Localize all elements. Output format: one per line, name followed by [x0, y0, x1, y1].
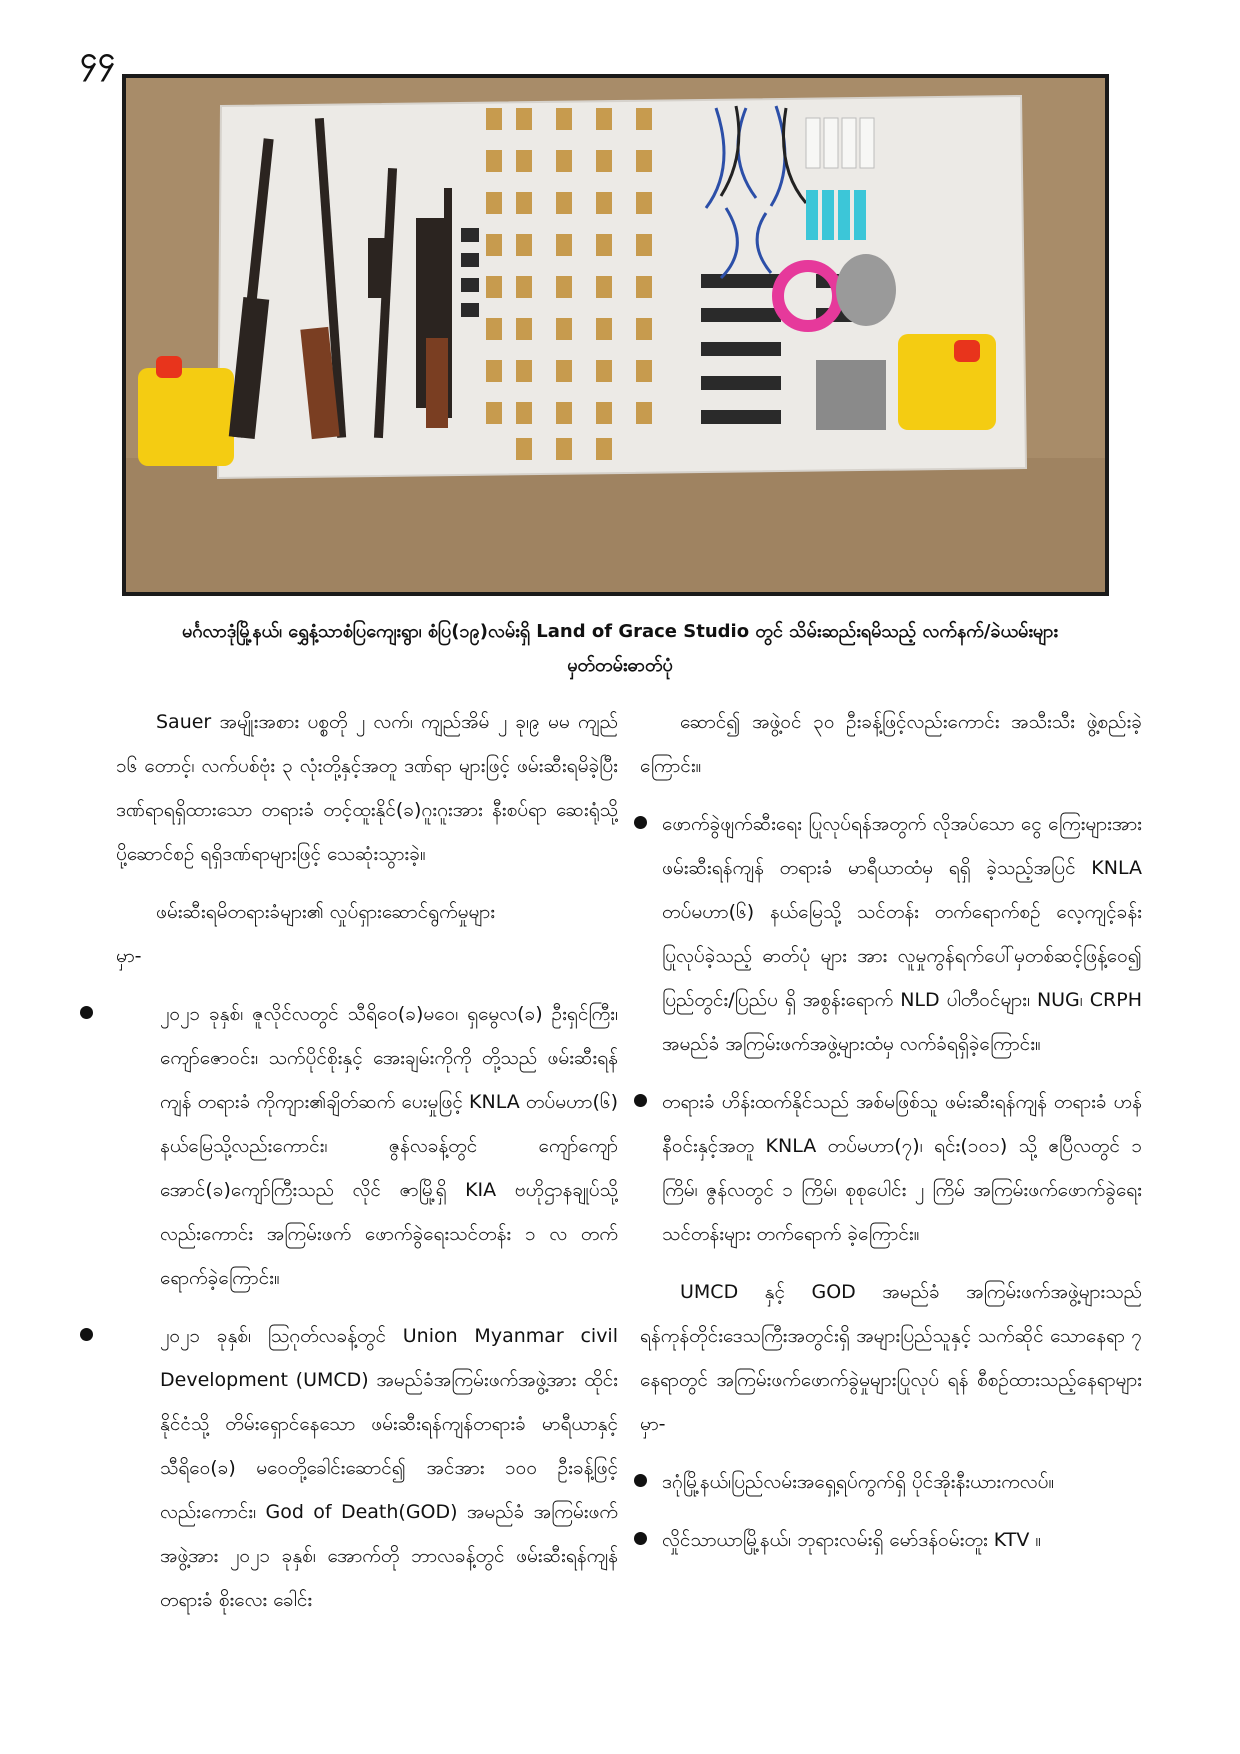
caption-line-1: မင်္ဂလာဒုံမြို့နယ်၊ ရွှေနံ့သာစံပြကျေးရွာ၊ စံပြ(၁၉)လမ်းရှိ Land of Grace Studio တွင် သိမ်းဆည်းရမိသည့် လက်နက်/ခဲယမ်းများ: [181, 621, 1058, 642]
list-item: [640, 1518, 1142, 1562]
page-number: ၄၄: [80, 41, 116, 76]
paragraph-tail: မှာ-: [116, 945, 142, 967]
bullet-icon: [80, 1006, 93, 1019]
list-item: [640, 1080, 1142, 1256]
bullet-icon: [634, 1532, 647, 1545]
paragraph: ဖမ်းဆီးရမိတရားခံများ၏ လှုပ်ရှားဆောင်ရွက်မှုများ: [156, 901, 496, 923]
caption-line-2: မှတ်တမ်းဓာတ်ပုံ: [567, 655, 673, 676]
list-item-text: လှိုင်သာယာမြို့နယ်၊ ဘုရားလမ်းရှိ မော်ဒန်ဝမ်းတူး KTV ။: [662, 1529, 1042, 1551]
bullet-icon: [634, 1474, 647, 1487]
seized-weapons-photo: [122, 74, 1109, 596]
bullet-icon: [634, 816, 647, 829]
figure-caption: [110, 615, 1130, 683]
left-column: [116, 700, 618, 1636]
list-item-text: ၂၀၂၁ ခုနှစ်၊ ဩဂုတ်လခန့်တွင် Union Myanmar civil Development (UMCD) အမည်ခံအကြမ်းဖက်အဖွဲ့အား ထိုင်းနိုင်ငံသို့ တိမ်းရှောင်နေသော ဖမ်းဆီးရန်ကျန်တရားခံ မာရီယာနှင့် သီရိဝေ(ခ) မဝေတို့ခေါင်းဆောင်၍ အင်အား ၁၀၀ ဦးခန့်ဖြင့်လည်းကောင်း၊ God of Death(GOD) အမည်ခံ အကြမ်းဖက်အဖွဲ့အား ၂၀၂၁ ခုနှစ်၊ အောက်တို ဘာလခန့်တွင် ဖမ်းဆီးရန်ကျန် တရားခံ စိုးလေး ခေါင်း: [160, 1325, 618, 1611]
right-column: [640, 700, 1142, 1576]
list-item: [640, 802, 1142, 1066]
paragraph: Sauer အမျိုးအစား ပစ္စတို ၂ လက်၊ ကျည်အိမ် ၂ ခု၊၉ မမ ကျည် ၁၆ တောင့်၊ လက်ပစ်ဗုံး ၃ လုံးတို့နှင့်အတူ ဒဏ်ရာ များဖြင့် ဖမ်းဆီးရမိခဲ့ပြီး ဒဏ်ရာရရှိထားသော တရားခံ တင့်ထူးနိုင်(ခ)ဂူးဂူးအား နီးစပ်ရာ ဆေးရုံသို့ ပို့ဆောင်စဉ် ရရှိဒဏ်ရာများဖြင့် သေဆုံးသွားခဲ့။: [116, 711, 618, 865]
list-item-text: ဖောက်ခွဲဖျက်ဆီးရေး ပြုလုပ်ရန်အတွက် လိုအပ်သော ငွေ ကြေးများအား ဖမ်းဆီးရန်ကျန် တရားခံ မာရီယာထံမှ ရရှိ ခဲ့သည့်အပြင် KNLA တပ်မဟာ(၆) နယ်မြေသို့ သင်တန်း တက်ရောက်စဉ် လေ့ကျင့်ခန်းပြုလုပ်ခဲ့သည့် ဓာတ်ပုံ များ အား လူမှုကွန်ရက်ပေါ်မှတစ်ဆင့်ဖြန့်ဝေ၍ ပြည်တွင်း/ပြည်ပ ရှိ အစွန်းရောက် NLD ပါတီဝင်များ၊ NUG၊ CRPH အမည်ခံ အကြမ်းဖက်အဖွဲ့များထံမှ လက်ခံရရှိခဲ့ကြောင်း။: [662, 813, 1142, 1055]
paragraph: UMCD နှင့် GOD အမည်ခံ အကြမ်းဖက်အဖွဲ့များသည် ရန်ကုန်တိုင်းဒေသကြီးအတွင်းရှိ အများပြည်သူနှင့် သက်ဆိုင် သောနေရာ ၇ နေရာတွင် အကြမ်းဖက်ဖောက်ခွဲမှုများပြုလုပ် ရန် စီစဉ်ထားသည့်နေရာများမှာ-: [640, 1281, 1142, 1435]
list-item-text: တရားခံ ဟိန်းထက်နိုင်သည် အစ်မဖြစ်သူ ဖမ်းဆီးရန်ကျန် တရားခံ ဟန်နီဝင်းနှင့်အတူ KNLA တပ်မဟာ(၇)၊ ရင်း(၁၀၁) သို့ ဧပြီလတွင် ၁ ကြိမ်၊ ဇွန်လတွင် ၁ ကြိမ်၊ စုစုပေါင်း ၂ ကြိမ် အကြမ်းဖက်ဖောက်ခွဲရေးသင်တန်းများ တက်ရောက် ခဲ့ကြောင်း။: [662, 1091, 1142, 1245]
paragraph: ဆောင်၍ အဖွဲ့ဝင် ၃၀ ဦးခန့်ဖြင့်လည်းကောင်း အသီးသီး ဖွဲ့စည်းခဲ့ကြောင်း။: [640, 711, 1142, 777]
list-item: [116, 992, 618, 1300]
list-item-text: ၂၀၂၁ ခုနှစ်၊ ဇူလိုင်လတွင် သီရိဝေ(ခ)မဝေ၊ ရှမွေလ(ခ) ဦးရှင်ကြီး၊ ကျော်ဇောဝင်း၊ သက်ပိုင်စိုးနှင့် အေးချမ်းကိုကို တို့သည် ဖမ်းဆီးရန်ကျန် တရားခံ ကိုကျား၏ချိတ်ဆက် ပေးမှုဖြင့် KNLA တပ်မဟာ(၆) နယ်မြေသို့လည်းကောင်း၊ ဇွန်လခန့်တွင် ကျော်ကျော်အောင်(ခ)ကျော်ကြီးသည် လိုင် ဇာမြို့ရှိ KIA ဗဟိုဌာနချုပ်သို့လည်းကောင်း အကြမ်းဖက် ဖောက်ခွဲရေးသင်တန်း ၁ လ တက်ရောက်ခဲ့ကြောင်း။: [160, 1003, 618, 1289]
list-item-text: ဒဂုံမြို့နယ်၊ပြည်လမ်းအရှေ့ရပ်ကွက်ရှိ ပိုင်အိုးနီးယားကလပ်။: [662, 1471, 1055, 1493]
bullet-icon: [634, 1094, 647, 1107]
list-item: [640, 1460, 1142, 1504]
photo-illustration: [126, 78, 1105, 592]
bullet-icon: [80, 1328, 93, 1341]
list-item: [116, 1314, 618, 1622]
